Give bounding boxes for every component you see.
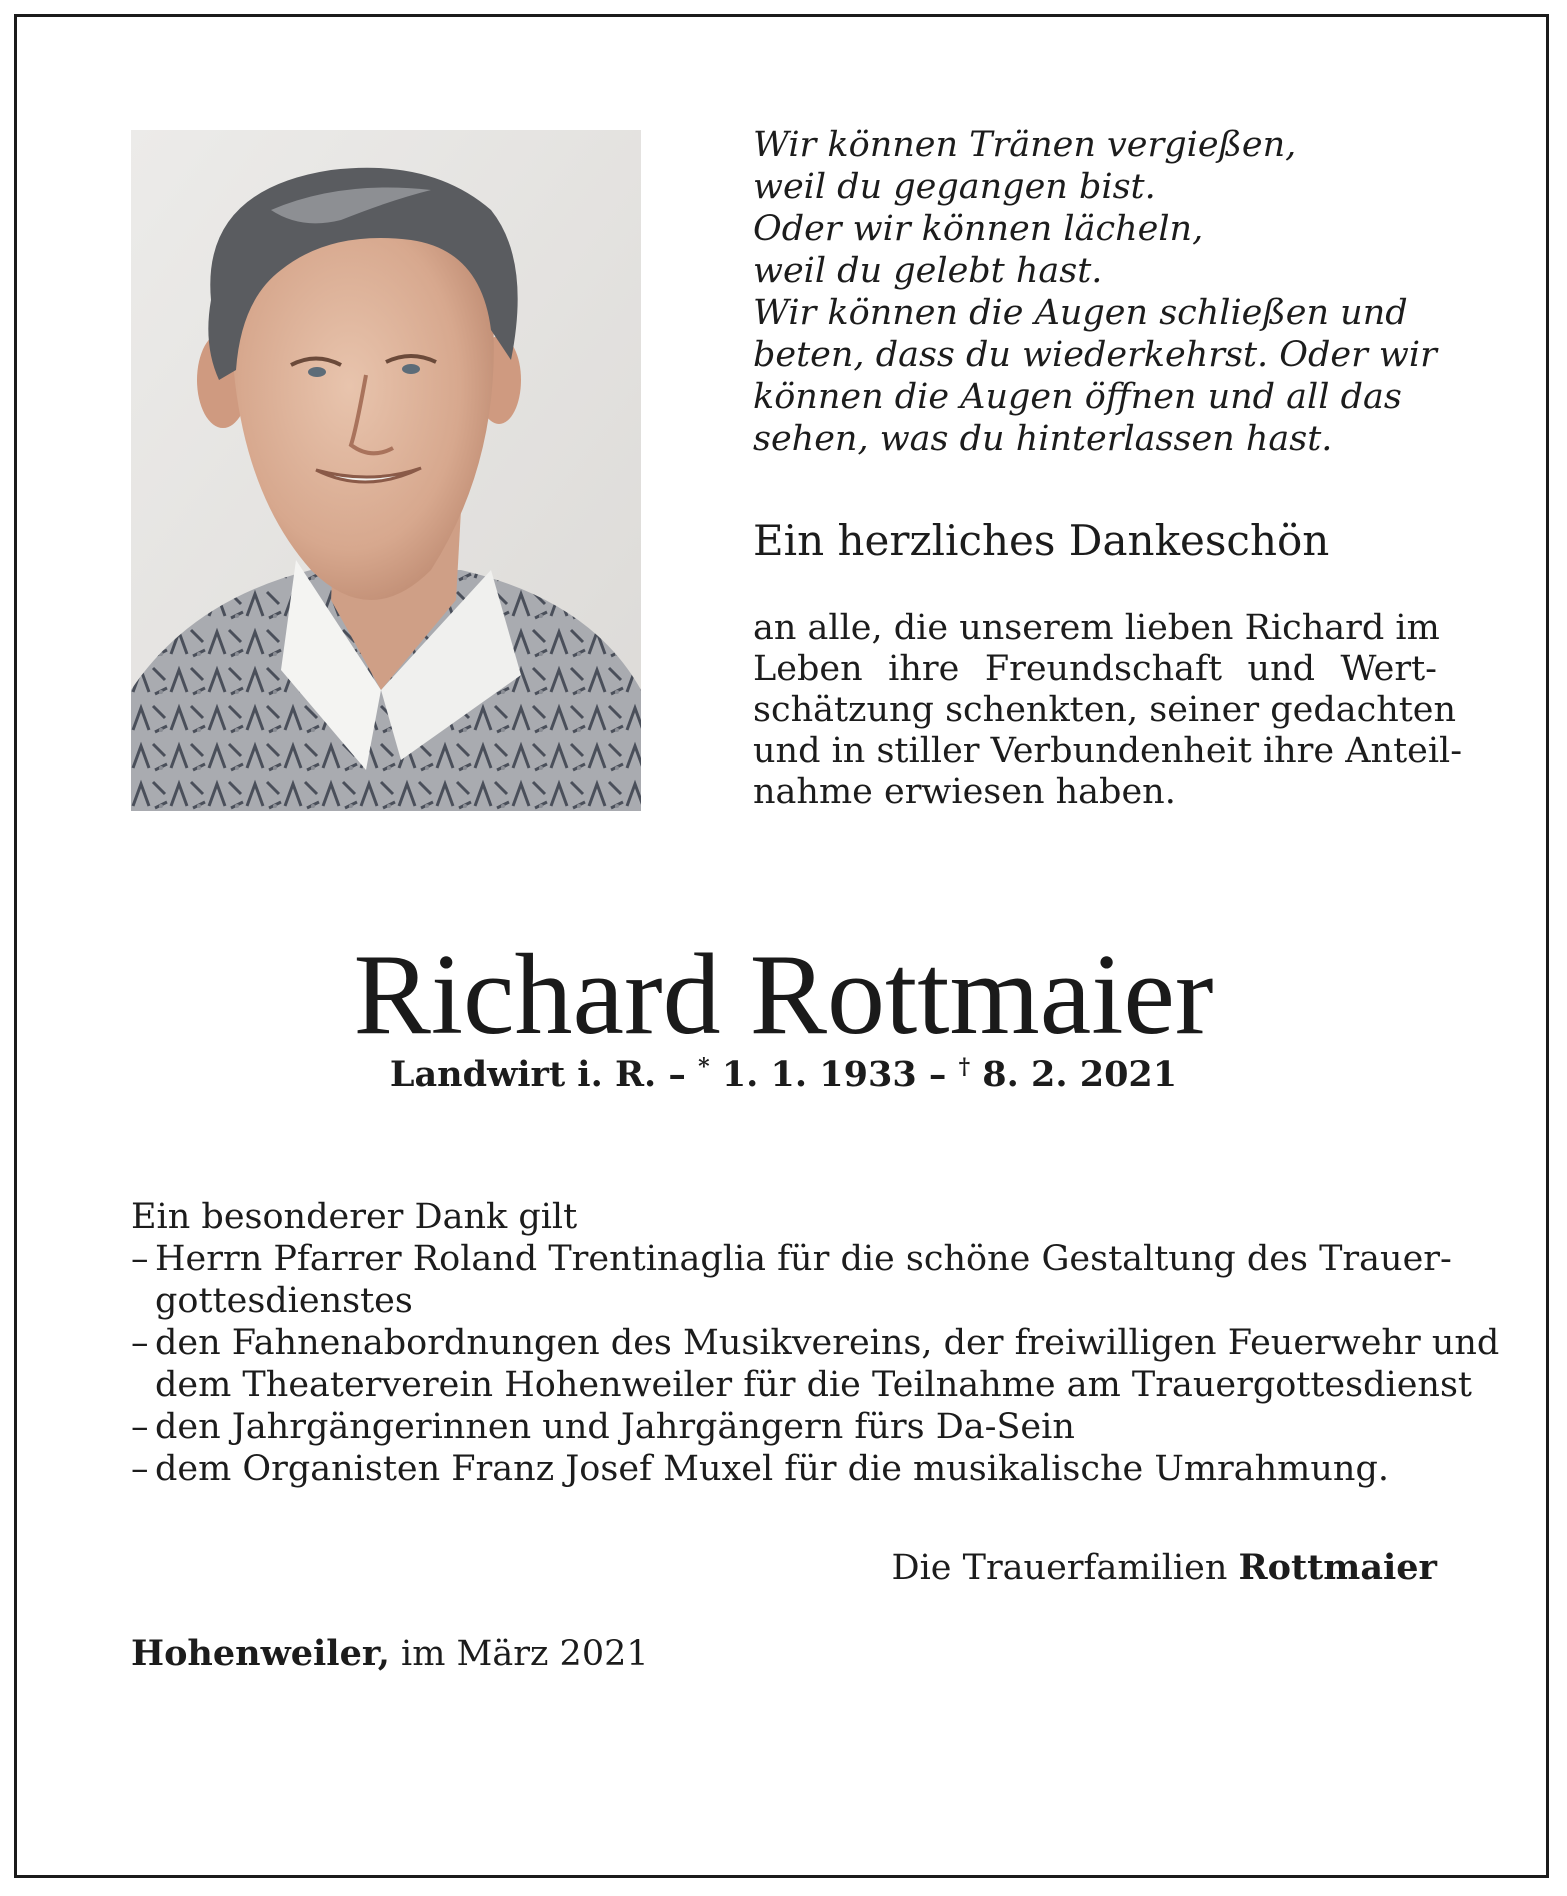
birth-date: 1. 1. 1933 — [709, 1054, 917, 1095]
poem-line: weil du gelebt hast. — [753, 251, 1103, 291]
place-date — [131, 1633, 649, 1675]
signature — [892, 1547, 1437, 1589]
thanks-line: an alle, die unserem lieben Richard im — [753, 608, 1440, 648]
portrait-illustration — [131, 130, 641, 811]
special-thanks-item — [131, 1238, 1452, 1322]
special-thanks-item — [131, 1448, 1437, 1490]
separator: – — [916, 1054, 959, 1095]
thanks-line: schätzung schenkten, seiner gedachten — [753, 690, 1457, 730]
death-symbol: † — [958, 1054, 971, 1080]
poem-line: können die Augen öffnen und all das — [753, 377, 1402, 417]
poem-line: Wir können Tränen vergießen, — [753, 125, 1297, 165]
birth-symbol: * — [698, 1054, 710, 1080]
dash: – — [131, 1407, 149, 1447]
dash: – — [131, 1239, 149, 1279]
poem — [753, 124, 1453, 460]
item-line: Herrn Pfarrer Roland Trentinaglia für die schöne Gestaltung des Trauer- — [155, 1239, 1452, 1279]
poem-line: weil du gegangen bist. — [753, 167, 1156, 207]
thanks-line: und in stiller Verbundenheit ihre Anteil- — [753, 731, 1463, 771]
dash: – — [131, 1323, 149, 1363]
item-line: den Jahrgängerinnen und Jahrgängern fürs Da-Sein — [155, 1407, 1075, 1447]
poem-line: Oder wir können lächeln, — [753, 209, 1204, 249]
special-thanks-item — [131, 1322, 1500, 1406]
item-line: dem Theaterverein Hohenweiler für die Teilnahme am Trauergottesdienst — [155, 1365, 1472, 1405]
dash: – — [131, 1449, 149, 1489]
family-name: Rottmaier — [1238, 1547, 1437, 1588]
item-line: dem Organisten Franz Josef Muxel für die musikalische Umrahmung. — [155, 1449, 1389, 1489]
town: Hohenweiler, — [131, 1633, 390, 1674]
special-thanks-item — [131, 1406, 1437, 1448]
item-line: den Fahnenabordnungen des Musikvereins, der freiwilligen Feuerwehr und — [155, 1323, 1500, 1363]
thanks-line: nahme erwiesen haben. — [753, 772, 1176, 812]
deceased-name: Richard Rottmaier — [353, 931, 1214, 1059]
profession: Landwirt i. R. — [389, 1054, 657, 1095]
signature-prefix: Die Trauerfamilien — [891, 1548, 1239, 1588]
poem-line: Wir können die Augen schließen und — [753, 293, 1408, 333]
item-line: gottesdienstes — [155, 1281, 413, 1321]
special-thanks — [131, 1196, 1500, 1490]
thanks-paragraph — [753, 608, 1463, 813]
thanks-heading: Ein herzliches Dankeschön — [753, 516, 1330, 565]
special-thanks-intro: Ein besonderer Dank gilt — [131, 1197, 578, 1237]
date-text: im März 2021 — [389, 1634, 649, 1674]
deceased-details — [0, 1053, 1567, 1097]
death-date: 8. 2. 2021 — [970, 1054, 1178, 1095]
thanks-line: Leben ihre Freundschaft und Wert- — [753, 649, 1437, 689]
poem-line: beten, dass du wiederkehrst. Oder wir — [753, 335, 1437, 375]
poem-line: sehen, was du hinterlassen hast. — [753, 419, 1333, 459]
portrait-photo — [131, 130, 641, 811]
separator: – — [656, 1054, 699, 1095]
